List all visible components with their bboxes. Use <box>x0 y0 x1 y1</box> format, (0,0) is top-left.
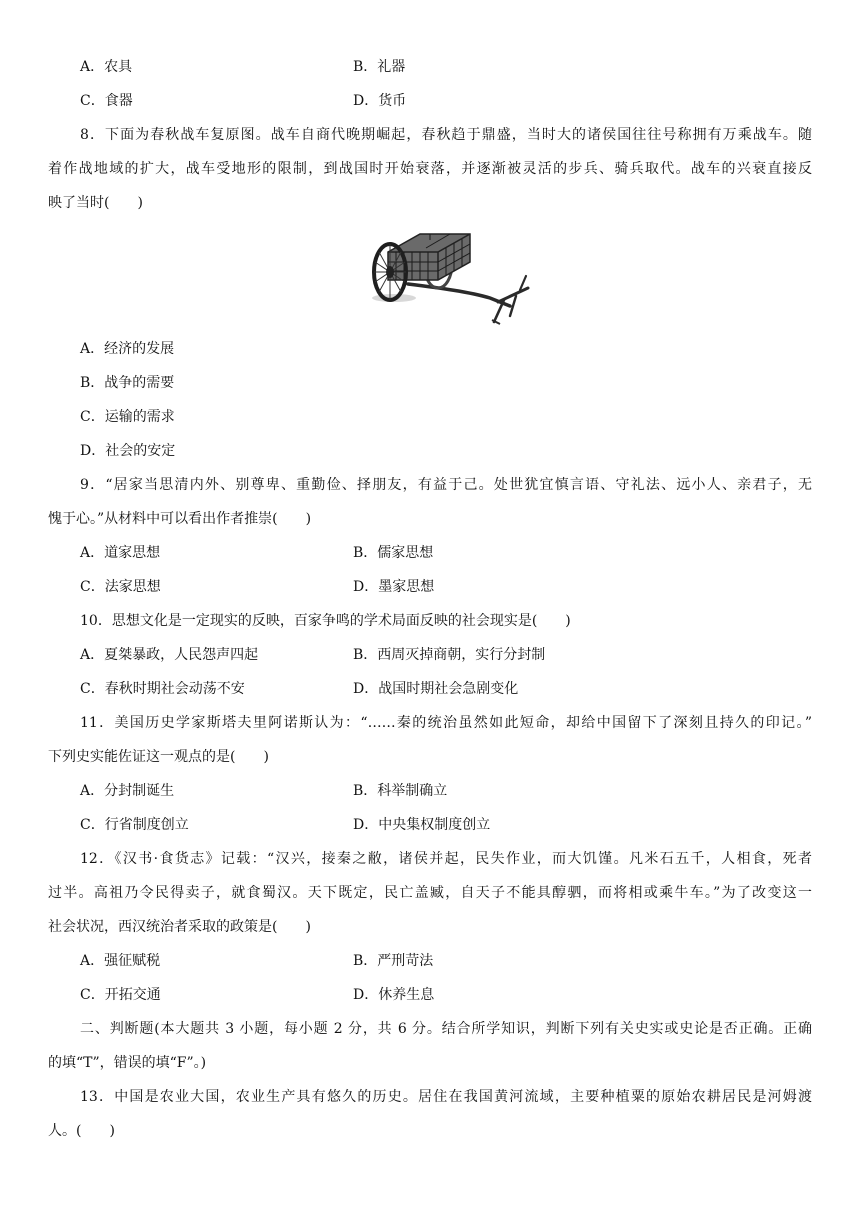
q13-stem-line-1: 13．中国是农业大国，农业生产具有悠久的历史。居住在我国黄河流域，主要种植粟的原始农耕居民是河姆渡 <box>80 1089 812 1105</box>
q8-stem-line-1: 8．下面为春秋战车复原图。战车自商代晚期崛起，春秋趋于鼎盛，当时大的诸侯国往往号称拥有万乘战车。随 <box>80 127 812 143</box>
q12-option-b: B．严刑苛法 <box>353 953 434 969</box>
section2-heading-line-1: 二、判断题(本大题共 3 小题，每小题 2 分，共 6 分。结合所学知识，判断下列有关史实或史论是否正确。正确 <box>80 1021 812 1037</box>
q11-option-a: A．分封制诞生 <box>80 783 175 799</box>
q11-stem-line-2: 下列史实能佐证这一观点的是( ) <box>48 749 269 765</box>
q12-option-d: D．休养生息 <box>353 987 435 1003</box>
q9-option-d: D．墨家思想 <box>353 579 435 595</box>
q12-stem-line-2: 过半。高祖乃令民得卖子，就食蜀汉。天下既定，民亡盖臧，自天子不能具醇驷，而将相或乘牛车。”为了改变这一 <box>48 885 812 901</box>
chariot-illustration <box>360 218 530 330</box>
q8-stem-line-2: 着作战地域的扩大，战车受地形的限制，到战国时开始衰落，并逐渐被灵活的步兵、骑兵取代。战车的兴衰直接反 <box>48 161 812 177</box>
q11-option-b: B．科举制确立 <box>353 783 448 799</box>
section2-heading-line-2: 的填“T”，错误的填“F”。) <box>48 1055 207 1071</box>
q9-option-c: C．法家思想 <box>80 579 161 595</box>
q10-option-a: A．夏桀暴政，人民怨声四起 <box>80 647 259 663</box>
q9-stem-line-1: 9．“居家当思清内外、别尊卑、重勤俭、择朋友，有益于己。处世犹宜慎言语、守礼法、远小人、亲君子，无 <box>80 477 812 493</box>
q7-option-b: B．礼器 <box>353 59 406 75</box>
q7-option-a: A．农具 <box>80 59 133 75</box>
q9-option-b: B．儒家思想 <box>353 545 434 561</box>
q12-stem-line-3: 社会状况，西汉统治者采取的政策是( ) <box>48 919 311 935</box>
q9-stem-line-2: 愧于心。”从材料中可以看出作者推崇( ) <box>48 511 312 527</box>
q10-stem-line-1: 10．思想文化是一定现实的反映，百家争鸣的学术局面反映的社会现实是( ) <box>80 613 571 629</box>
q8-option-b: B．战争的需要 <box>80 375 175 391</box>
q8-option-d: D．社会的安定 <box>80 443 176 459</box>
q11-option-c: C．行省制度创立 <box>80 817 189 833</box>
q11-option-d: D．中央集权制度创立 <box>353 817 491 833</box>
q11-stem-line-1: 11．美国历史学家斯塔夫里阿诺斯认为：“……秦的统治虽然如此短命，却给中国留下了深刻且持久的印记。” <box>80 715 812 731</box>
q10-option-c: C．春秋时期社会动荡不安 <box>80 681 245 697</box>
q7-option-c: C．食器 <box>80 93 133 109</box>
q12-stem-line-1: 12．《汉书·食货志》记载：“汉兴，接秦之敝，诸侯并起，民失作业，而大饥馑。凡米石五千，人相食，死者 <box>80 851 812 867</box>
q13-stem-line-2: 人。( ) <box>48 1123 115 1139</box>
q8-option-c: C．运输的需求 <box>80 409 175 425</box>
q10-option-b: B．西周灭掉商朝，实行分封制 <box>353 647 546 663</box>
q10-option-d: D．战国时期社会急剧变化 <box>353 681 519 697</box>
q7-option-d: D．货币 <box>353 93 407 109</box>
q12-option-c: C．开拓交通 <box>80 987 161 1003</box>
q12-option-a: A．强征赋税 <box>80 953 161 969</box>
q9-option-a: A．道家思想 <box>80 545 161 561</box>
q8-option-a: A．经济的发展 <box>80 341 175 357</box>
q8-stem-line-3: 映了当时( ) <box>48 195 143 211</box>
